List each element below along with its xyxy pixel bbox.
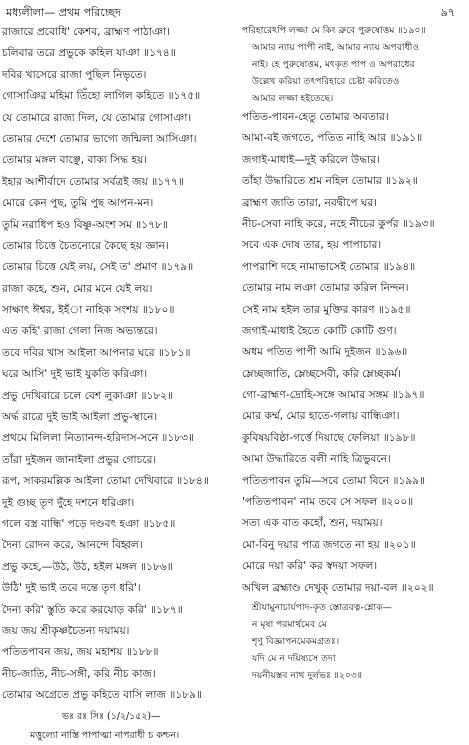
verse-line: তাঁহা উদ্ধারিতে শ্রম নহিল তোমার ॥১৯২॥ <box>242 175 418 188</box>
verse-line: ম্লেচ্ছজাতি, ম্লেচ্ছসেবী, করি ম্লেচ্ছকর্ম। <box>242 367 401 380</box>
verse-line: সেই নাম হইল তার মুক্তির কারণ ॥১৯৫॥ <box>242 303 411 316</box>
sanskrit-line: ন মৃষা পরমার্থমেব মে <box>252 618 327 630</box>
verse-line: জগাই-মাধাই—দুই করিলে উদ্ধার। <box>242 153 380 166</box>
sanskrit-line: শৃণু বিজ্ঞাপনমেকমগ্রতঃ। <box>252 635 340 647</box>
verse-line: তোমার মঙ্গল বাঞ্ছে, বাক্য সিদ্ধ হয়। <box>2 154 148 167</box>
verse-line: ব্রাহ্মণ জাতি তারা, নবদ্বীপে ঘর। <box>242 196 378 209</box>
running-title: মধ্যলীলা— প্রথম পরিচ্ছেদ <box>6 6 121 19</box>
verse-line: জগাই-মাধাই হৈতে কোটি কোটি গুণ। <box>242 324 397 337</box>
verse-line: দৈন্য করি' স্তুতি করে করযোড় করি' ॥১৮৭॥ <box>2 603 183 616</box>
verse-line: তোমার নাম লঞা তোমার করিল নিন্দন। <box>242 282 409 295</box>
verse-line: গো-ব্রাহ্মণ-দ্রোহি-সঙ্গে আমার সঙ্গম ॥১৯৭॥ <box>242 389 425 402</box>
page-header <box>0 0 469 22</box>
verse-line: মোর কর্ম্ম, মোর হাতে-গলায় বান্ধিঞা। <box>242 410 400 423</box>
verse-line: আমা-বই জগতে, পতিত নাহি আর ॥১৯১॥ <box>242 132 423 145</box>
sanskrit-line: দয়নীয়স্তব নাথ দুর্লভঃ ॥২০৩॥ <box>252 669 363 681</box>
verse-line: 'পতিতপাবন' নাম তবে সে সফল ॥২০০॥ <box>242 496 414 509</box>
left-column <box>2 22 238 745</box>
citation-line: শ্রীযামুনাচার্যপাদ-কৃত স্তোত্ররত্ন-শ্লোক— <box>252 601 392 613</box>
verse-line: গলে বস্ত্র বান্ধি' পড়ে দণ্ডবৎ হঞা ॥১৮৫॥ <box>2 517 176 530</box>
verse-line: দুই গুচ্ছ তৃণ দুঁহে দশনে ধরিঞা। <box>2 496 135 509</box>
verse-line: সবে এক দোষ তার, হয় পাপাচার। <box>242 239 382 252</box>
translation-line: আমার ন্যায় পাপী নাই, আমার ন্যায় অপরাধীও <box>252 42 420 53</box>
verse-line: সত্য এক বাত কহোঁ, শুন, দয়াময়। <box>242 517 383 530</box>
verse-line: তাঁরা দুইজন জানাইলা প্রভুর গোচরে। <box>2 453 157 466</box>
verse-line: পাপরাশি দহে নামাভাসেই তোমার ॥১৯৪॥ <box>242 260 416 273</box>
translation-line: নাই। হে পুরুষোত্তম, মৎকৃত পাপ ও অপরাধের <box>252 59 415 70</box>
sanskrit-line: যদি মে ন দয়িষ্যসে তদা <box>252 652 336 664</box>
verse-line: নীচ-সেবা নাহি করে, নহে নীচের কুর্পর ॥১৯৩॥ <box>242 217 435 230</box>
verse-line: তোমার অগ্রেতে প্রভু কহিতে বাসি লাজ ॥১৮৯॥ <box>2 689 202 702</box>
verse-line: ঘরে আসি' দুই ভাই যুকতি করিঞা। <box>2 368 148 381</box>
verse-line: অখিল ব্রহ্মাণ্ড দেখুক্ তোমার দয়া-বল ॥২০২॥ <box>242 581 434 594</box>
verse-line: চলিবার তরে প্রভুকে কহিল যাঞা ॥১৭৪॥ <box>2 47 176 60</box>
sanskrit-line: পরিহারেঽপি লজ্জা মে কিং ব্রুবে পুরুষোত্তম ॥১৯০॥ <box>242 25 426 36</box>
verse-line: তোমার চিত্তে চৈতন্যেরে কৈছে হয় জ্ঞান। <box>2 239 169 252</box>
verse-line: অধম পতিত পাপী আমি দুইজন ॥১৯৬॥ <box>242 346 408 359</box>
translation-line: আমার লজ্জা হইতেছে। <box>252 93 334 104</box>
verse-line: নীচ-জাতি, নীচ-সঙ্গী, করি নীচ কাজ। <box>2 667 156 680</box>
verse-line: ইহার আশীর্বাদে তোমার সর্বত্রই জয় ॥১৭৭॥ <box>2 175 184 188</box>
verse-line: দৈন্য রোদন করে, আনন্দে বিহ্বল। <box>2 539 143 552</box>
verse-line: অর্দ্ধ রাত্রে দুই ভাই আইলা প্রভু-স্থানে। <box>2 411 158 424</box>
verse-line: মোরে কেন পুছ, তুমি পুছ আপন-মন। <box>2 197 154 210</box>
verse-line: তবে দবির খাস আইলা আপনার ঘরে ॥১৮১॥ <box>2 346 191 359</box>
verse-line: তোমার দেশে তোমার ভাগ্যে জন্মিলা আসিঞা। <box>2 132 197 145</box>
verse-line: কুবিষয়বিষ্ঠা-গর্ত্তে দিয়াছে ফেলিয়া ॥১৯৮॥ <box>242 431 416 444</box>
verse-line: মো-বিনু দয়ার পাত্র জগতে না হয় ॥২০১॥ <box>242 538 416 551</box>
verse-line: রূপ, সাকরমল্লিক আইলা তোমা দেখিবারে ॥১৮৪॥ <box>2 475 209 488</box>
verse-line: আমা উদ্ধারিতে বলী নাহি ত্রিভুবনে। <box>242 453 391 466</box>
verse-line: প্রভু কহে,—উঠ, উঠ, হইল মঙ্গল ॥১৮৬॥ <box>2 560 173 573</box>
verse-line: পতিতপাবন তুমি—সবে তোমা বিনে ॥১৯৯॥ <box>242 474 426 487</box>
verse-line: সাক্ষাৎ ঈশ্বর, ইহঁা নাহিক সংশয় ॥১৮০॥ <box>2 304 175 317</box>
verse-line: দবির খাসেরে রাজা পুছিল নিভৃতে। <box>2 68 147 81</box>
citation-line: ভঃ রঃ সিঃ (১/২/১৫২)— <box>62 710 161 722</box>
translation-line: উল্লেখ করিয়া তৎপরিহারে চেষ্টা করিতেও <box>252 76 400 87</box>
verse-line: উঠি' দুই ভাই তবে দন্তে তৃণ ধরি'। <box>2 582 141 595</box>
verse-line: পতিতপাবন জয়, জয় মহাশয় ॥১৮৮॥ <box>2 646 159 659</box>
verse-line: রাজারে প্রবোধি' কেশব, ব্রাহ্মণ পাঠাঞা। <box>2 26 170 38</box>
verse-line: যে তোমারে রাজ্য দিল, যে তোমার গোসাঞা। <box>2 111 192 124</box>
verse-line: রাজা কহে, শুন, মোর মনে যেই লয়। <box>2 282 153 295</box>
verse-line: জয় জয় শ্রীকৃষ্ণচৈতন্য দয়াময়। <box>2 624 130 637</box>
verse-line: গোসাঞির মহিমা তিঁহো লাগিল কহিতে ॥১৭৫॥ <box>2 90 201 103</box>
verse-line: প্রথমে মিলিলা নিত্যানন্দ-হরিদাস-সনে ॥১৮৩॥ <box>2 432 194 445</box>
right-column <box>242 22 466 684</box>
verse-line: পতিত-পাবন-হেতু তোমার অবতার। <box>242 111 389 123</box>
verse-line: মোরে দয়া করি' কর স্বদয়া সফল। <box>242 560 378 573</box>
verse-line: তুমি নরাধিপ হও বিষ্ণু-অংশ সম ॥১৭৮॥ <box>2 218 168 231</box>
page-number: ৯৭ <box>440 6 455 19</box>
verse-line: প্রভু দেখিবারে চলে বেশ লুকাঞা ॥১৮২॥ <box>2 389 174 402</box>
verse-line: তোমার চিত্তে যেই লয়, সেই ত' প্রমাণ ॥১৭৯॥ <box>2 261 194 274</box>
sanskrit-line: মত্তুল্যো নাস্তি পাপাত্মা নাপরাধী চ কশ্চন। <box>30 729 180 741</box>
verse-line: এত কহি' রাজা গেলা নিজ অভ্যন্তরে। <box>2 325 158 338</box>
